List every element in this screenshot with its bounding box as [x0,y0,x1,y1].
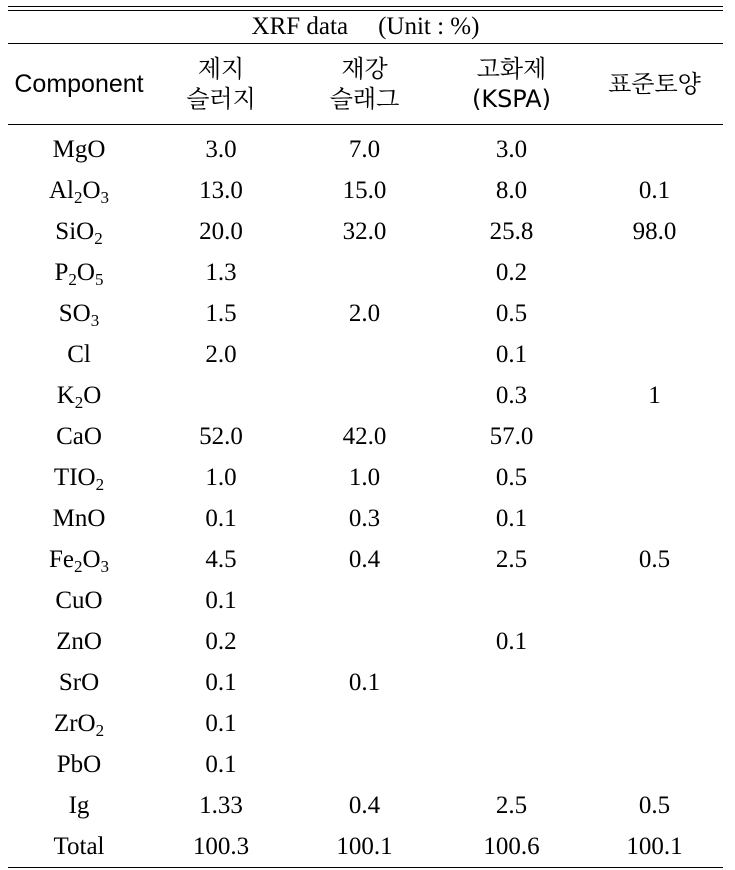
component-cell [8,177,150,205]
header-steel-slag-line1: 재강 [341,55,388,83]
header-steel-slag [292,54,437,114]
component-cell [8,259,150,287]
component-text: Ig [68,791,90,819]
header-paper-sludge-line1: 제지 [197,55,245,83]
value-cell: 0.4 [348,791,381,819]
value-cell: 0.5 [638,791,671,819]
table-row [8,785,723,826]
value-cell: 2.5 [495,545,528,573]
table-row [8,129,723,170]
value-cell: 0.1 [205,504,237,532]
value-cell: 8.0 [495,176,528,204]
component-subscript: 2 [95,720,105,740]
xrf-table [8,6,723,868]
table-row [8,375,723,416]
component-text: ZnO [56,627,102,655]
component-subscript: 2 [73,187,83,207]
component-subscript: 2 [95,474,105,494]
value-cell: 13.0 [199,176,243,204]
component-text: CuO [55,586,103,614]
value-cell: 25.8 [489,217,534,245]
component-subscript: 3 [100,556,110,576]
value-cell: 0.1 [205,586,237,614]
component-cell [8,382,150,410]
value-cell: 0.1 [495,627,528,655]
component-subscript: 3 [100,187,110,207]
table-row [8,744,723,785]
component-subscript: 2 [73,556,83,576]
header-standard-soil-label: 표준토양 [608,70,701,98]
value-cell: 4.5 [205,545,237,573]
component-text: Fe [48,545,74,573]
table-row [8,539,723,580]
value-cell: 0.1 [205,750,237,778]
component-text: CaO [56,422,102,450]
component-subscript: 5 [94,269,104,289]
header-paper-sludge-line2: 슬러지 [186,85,256,113]
value-cell: 57.0 [489,422,534,450]
value-cell: 100.6 [483,832,540,860]
table-row [8,498,723,539]
table-row [8,252,723,293]
value-cell: 0.3 [495,381,528,409]
value-cell: 0.1 [348,668,381,696]
bottom-rule [8,867,723,868]
header-paper-sludge [150,54,292,114]
component-text: O [76,258,95,286]
component-cell [8,587,150,615]
component-cell [8,710,150,738]
value-cell: 0.5 [495,463,528,491]
value-cell: 0.4 [348,545,381,573]
header-solidifier-line1: 고화제 [476,55,547,83]
header-component-label: Component [14,70,144,98]
component-subscript: 2 [68,269,77,289]
value-cell: 100.1 [626,832,683,860]
header-row [8,44,723,125]
component-text: Total [53,832,105,860]
value-cell: 7.0 [348,135,381,163]
value-cell: 0.1 [205,668,237,696]
value-cell: 52.0 [199,422,243,450]
header-steel-slag-line2: 슬래그 [329,85,400,113]
component-cell [8,300,150,328]
table-title-label: XRF data [251,13,349,40]
value-cell: 1.33 [199,791,243,819]
component-subscript: 2 [94,228,103,248]
component-cell [8,505,150,533]
table-row [8,621,723,662]
value-cell: 100.1 [336,832,393,860]
component-text: PbO [56,750,102,778]
value-cell: 1.3 [205,258,237,286]
value-cell: 0.5 [495,299,528,327]
value-cell: 0.1 [495,340,528,368]
value-cell: 32.0 [342,217,387,245]
table-row [8,170,723,211]
component-cell [8,464,150,492]
component-text: SiO [55,217,95,245]
component-text: ZrO [53,709,96,737]
table-row [8,662,723,703]
component-subscript: 3 [90,310,100,330]
component-text: SrO [58,668,100,696]
table-title [8,11,723,44]
table-row [8,334,723,375]
value-cell: 2.0 [348,299,381,327]
value-cell: 42.0 [342,422,387,450]
component-cell [8,546,150,574]
value-cell: 1.0 [205,463,237,491]
component-text: K [56,381,75,409]
table-row [8,293,723,334]
table-row [8,826,723,867]
header-standard-soil [586,69,723,99]
value-cell: 0.1 [205,709,237,737]
header-component [8,69,150,99]
component-text: Cl [67,340,91,368]
value-cell: 98.0 [632,217,677,245]
component-text: O [82,545,101,573]
component-cell [8,423,150,451]
value-cell: 100.3 [192,832,250,860]
table-row [8,580,723,621]
value-cell: 0.1 [638,176,671,204]
table-row [8,416,723,457]
value-cell: 0.2 [495,258,528,286]
component-text: O [82,176,101,204]
value-cell: 0.2 [205,627,237,655]
component-cell [8,136,150,164]
value-cell: 20.0 [199,217,243,245]
component-text: SO [58,299,91,327]
value-cell: 3.0 [205,135,237,163]
component-cell [8,218,150,246]
component-cell [8,628,150,656]
table-row [8,457,723,498]
component-cell [8,792,150,820]
table-row [8,211,723,252]
table-title-unit: (Unit : %) [378,13,480,40]
header-solidifier [437,54,586,114]
value-cell: 1.0 [348,463,381,491]
value-cell: 1.5 [205,299,237,327]
component-text: MgO [52,135,106,163]
value-cell: 0.5 [638,545,671,573]
component-text: P [54,258,69,286]
value-cell: 2.5 [495,791,528,819]
component-subscript: 2 [74,392,84,412]
component-text: O [83,381,102,409]
value-cell: 0.3 [348,504,381,532]
value-cell: 15.0 [342,176,387,204]
top-double-rule [8,6,723,7]
component-text: Al [48,176,74,204]
value-cell: 0.1 [495,504,528,532]
table-body [8,125,723,867]
header-solidifier-line2: (KSPA) [471,85,552,113]
value-cell: 2.0 [205,340,237,368]
value-cell: 3.0 [495,135,528,163]
component-cell [8,833,150,861]
component-text: TIO [53,463,96,491]
component-cell [8,751,150,779]
value-cell: 1 [648,381,661,409]
component-text: MnO [52,504,106,532]
component-cell [8,669,150,697]
component-cell [8,341,150,369]
table-row [8,703,723,744]
